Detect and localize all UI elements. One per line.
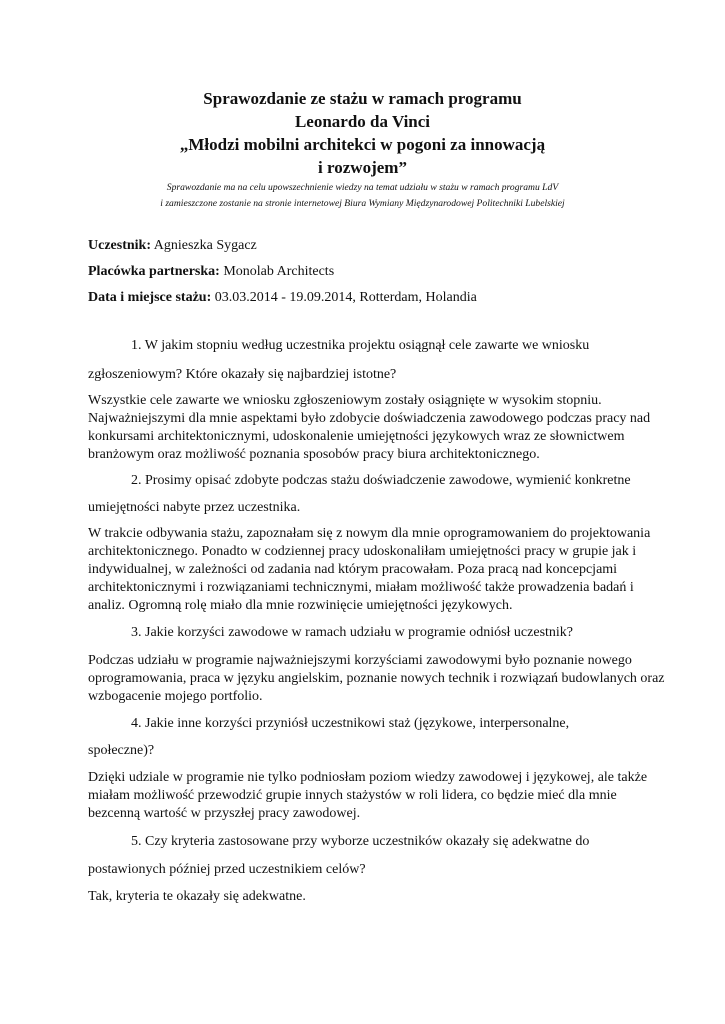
answer-line: branżowym oraz możliwość poznania sposobów pracy biura architektonicznego. xyxy=(88,447,540,462)
subtitle-line-1: Sprawozdanie ma na celu upowszechnienie wiedzy na temat udziału w stażu w ramach programu LdV xyxy=(166,182,559,193)
answer-line: Tak, kryteria te okazały się adekwatne. xyxy=(88,889,306,904)
partner-value: Monolab Architects xyxy=(219,264,335,279)
date-row xyxy=(88,289,477,307)
answer-line: Wszystkie cele zawarte we wniosku zgłoszeniowym zostały osiągnięte w wysokim stopniu. xyxy=(88,393,602,408)
partner-row xyxy=(88,263,334,281)
title-line-1: Sprawozdanie ze stażu w ramach programu xyxy=(203,89,522,108)
answer-line: indywidualnej, w zależności od zadania nad którym pracowałam. Poza pracą nad koncepcjami xyxy=(88,562,618,577)
answer-line: architektonicznego. Ponadto w codziennej pracy udoskonaliłam umiejętności pracy w grupie jak i xyxy=(88,544,637,559)
date-label: Data i miejsce stażu: xyxy=(88,290,212,305)
answer-line: miałam możliwość przewodzić grupie innych stażystów w roli lidera, co będzie mieć dla mnie xyxy=(88,788,617,803)
question-3: 3. Jakie korzyści zawodowe w ramach udziału w programie odniósł uczestnik? xyxy=(131,625,574,640)
answer-line: Najważniejszymi dla mnie aspektami było zdobycie doświadczenia zawodowego podczas pracy nad xyxy=(88,411,651,426)
participant-value: Agnieszka Sygacz xyxy=(151,238,257,253)
question-2-cont: umiejętności nabyte przez uczestnika. xyxy=(88,500,301,515)
answer-3 xyxy=(88,652,665,706)
answer-line: bezcenną wartość w przyszłej pracy zawodowej. xyxy=(88,806,361,821)
answer-1 xyxy=(88,392,651,464)
title-line-2: Leonardo da Vinci xyxy=(294,112,431,131)
question-2: 2. Prosimy opisać zdobyte podczas stażu doświadczenie zawodowe, wymienić konkretne xyxy=(131,473,631,488)
subtitle-line-2: i zamieszczone zostanie na stronie internetowej Biura Wymiany Międzynarodowej Politechniki Lubelskiej xyxy=(160,198,565,209)
answer-line: Podczas udziału w programie najważniejszymi korzyściami zawodowymi było poznanie nowego xyxy=(88,653,632,668)
answer-line: wzbogacenie mojego portfolio. xyxy=(88,689,263,704)
title-line-3: „Młodzi mobilni architekci w pogoni za innowacją xyxy=(179,135,546,154)
answer-line: W trakcie odbywania stażu, zapoznałam się z nowym dla mnie oprogramowaniem do projektowania xyxy=(88,526,651,541)
answer-5 xyxy=(88,888,648,906)
answer-line: analiz. Ogromną rolę miało dla mnie rozwinięcie umiejętności językowych. xyxy=(88,598,513,613)
answer-4 xyxy=(88,769,648,823)
answer-line: oprogramowania, praca w języku angielskim, poznanie nowych technik i rozwiązań budowlanych oraz xyxy=(88,671,665,686)
participant-label: Uczestnik: xyxy=(88,238,151,253)
answer-2 xyxy=(88,525,651,615)
date-value: 03.03.2014 - 19.09.2014, Rotterdam, Holandia xyxy=(211,290,477,305)
question-1: 1. W jakim stopniu według uczestnika projektu osiągnął cele zawarte we wniosku xyxy=(131,338,590,353)
title-line-4: i rozwojem” xyxy=(318,158,407,177)
answer-line: konkursami architektonicznymi, udoskonalenie umiejętności językowych wraz ze słownictwem xyxy=(88,429,625,444)
question-5-cont: postawionych później przed uczestnikiem celów? xyxy=(88,862,366,877)
question-1-cont: zgłoszeniowym? Które okazały się najbardziej istotne? xyxy=(88,367,397,382)
question-5: 5. Czy kryteria zastosowane przy wyborze uczestników okazały się adekwatne do xyxy=(131,834,590,849)
partner-label: Placówka partnerska: xyxy=(88,264,220,279)
question-4-cont: społeczne)? xyxy=(88,743,155,758)
question-4: 4. Jakie inne korzyści przyniósł uczestnikowi staż (językowe, interpersonalne, xyxy=(131,716,570,731)
answer-line: architektonicznymi i rozwiązaniami technicznymi, miałam możliwość także prowadzenia badań i xyxy=(88,580,634,595)
participant-row xyxy=(88,237,257,255)
answer-line: Dzięki udziale w programie nie tylko podniosłam poziom wiedzy zawodowej i językowej, ale także xyxy=(88,770,648,785)
